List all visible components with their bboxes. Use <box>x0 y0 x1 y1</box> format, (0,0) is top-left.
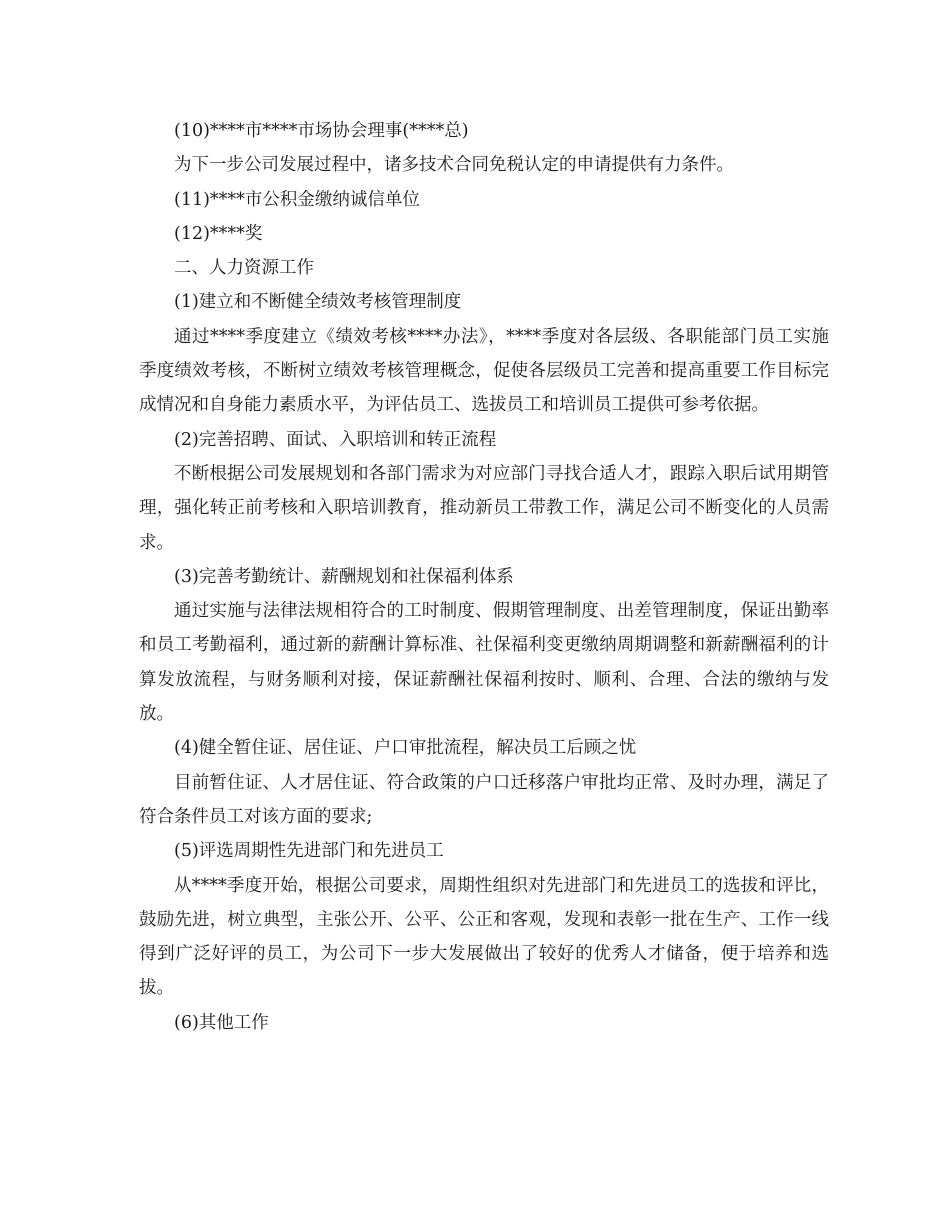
paragraph-attendance: 通过实施与法律法规相符合的工时制度、假期管理制度、出差管理制度，保证出勤率和员工考勤福利，通过新的薪酬计算标准、社保福利变更缴纳周期调整和新薪酬福利的计算发放流程，与财务顺利对接，保证薪酬社保福利按时、顺利、合理、合法的缴纳与发放。 <box>139 601 829 725</box>
section-heading-hr: 二、人力资源工作 <box>174 258 314 279</box>
document-body <box>139 114 829 1040</box>
subheading-4: (4)健全暂住证、居住证、户口审批流程，解决员工后顾之忧 <box>174 738 637 759</box>
paragraph-recruitment: 不断根据公司发展规划和各部门需求为对应部门寻找合适人才，跟踪入职后试用期管理，强化转正前考核和入职培训教育，推动新员工带教工作，满足公司不断变化的人员需求。 <box>139 463 829 553</box>
subheading-3: (3)完善考勤统计、薪酬规划和社保福利体系 <box>174 566 514 587</box>
subheading-1: (1)建立和不断健全绩效考核管理制度 <box>174 292 462 313</box>
paragraph-tax-exemption: 为下一步公司发展过程中，诸多技术合同免税认定的申请提供有力条件。 <box>174 155 734 176</box>
list-item-12: (12)****奖 <box>174 223 263 244</box>
paragraph-performance: 通过****季度建立《绩效考核****办法》，****季度对各层级、各职能部门员工实施季度绩效考核，不断树立绩效考核管理概念，促使各层级员工完善和提高重要工作目标完成情况和自身能力素质水平，为评估员工、选拔员工和培训员工提供可参考依据。 <box>139 326 829 416</box>
list-item-10: (10)****市****市场协会理事(****总) <box>174 121 469 141</box>
list-item-11: (11)****市公积金缴纳诚信单位 <box>174 189 420 210</box>
subheading-5: (5)评选周期性先进部门和先进员工 <box>174 841 444 862</box>
subheading-6: (6)其他工作 <box>174 1012 269 1033</box>
paragraph-evaluation: 从****季度开始，根据公司要求，周期性组织对先进部门和先进员工的选拔和评比，鼓励先进，树立典型，主张公开、公平、公正和客观，发现和表彰一批在生产、工作一线得到广泛好评的员工，为公司下一步大发展做出了较好的优秀人才储备，便于培养和选拔。 <box>139 875 829 999</box>
subheading-2: (2)完善招聘、面试、入职培训和转正流程 <box>174 429 497 450</box>
paragraph-residence: 目前暂住证、人才居住证、符合政策的户口迁移落户审批均正常、及时办理，满足了符合条件员工对该方面的要求; <box>139 772 829 827</box>
